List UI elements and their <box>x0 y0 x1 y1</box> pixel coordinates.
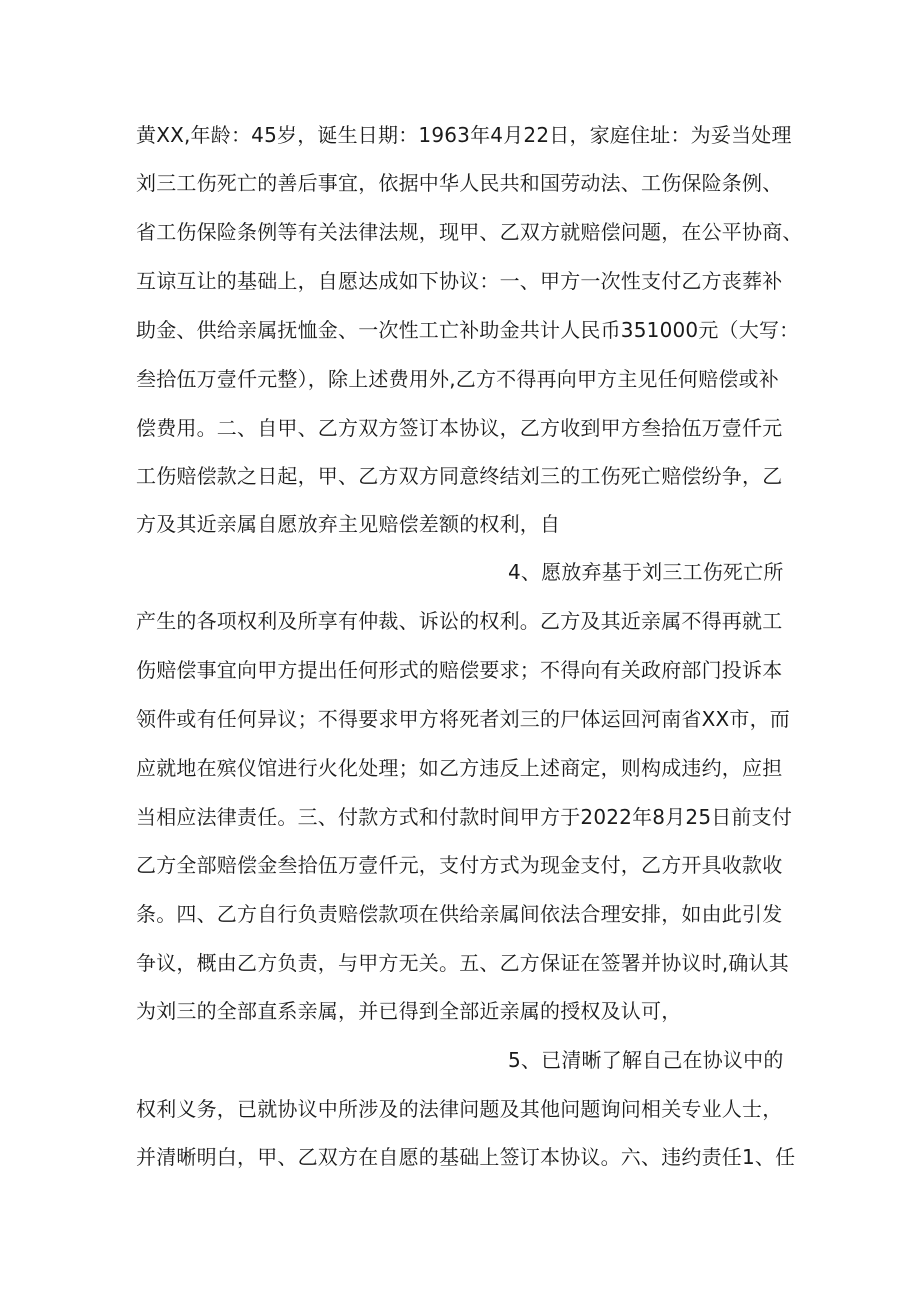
text-line: 领件或有任何异议；不得要求甲方将死者刘三的尸体运回河南省XX市，而 <box>136 707 791 731</box>
text-line: 并清晰明白，甲、乙双方在自愿的基础上签订本协议。六、违约责任1、任 <box>136 1145 796 1169</box>
text-line: 产生的各项权利及所享有仲裁、诉讼的权利。乙方及其近亲属不得再就工 <box>136 609 783 633</box>
text-line: 互谅互让的基础上，自愿达成如下协议：一、甲方一次性支付乙方丧葬补 <box>136 269 783 293</box>
item-5-heading: 5、已清晰了解自己在协议中的 <box>508 1048 784 1072</box>
text-line: 助金、供给亲属抚恤金、一次性工亡补助金共计人民币351000元（大写： <box>136 318 800 342</box>
text-line: 当相应法律责任。三、付款方式和付款时间甲方于2022年8月25日前支付 <box>136 805 793 829</box>
text-line: 叁拾伍万壹仟元整），除上述费用外,乙方不得再向甲方主见任何赔偿或补 <box>136 367 779 391</box>
text-line: 应就地在殡仪馆进行火化处理；如乙方违反上述商定，则构成违约，应担 <box>136 756 783 780</box>
text-line: 为刘三的全部直系亲属，并已得到全部近亲属的授权及认可， <box>136 999 682 1023</box>
text-line: 黄XX,年龄：45岁，诞生日期：1963年4月22日，家庭住址：为妥当处理 <box>136 123 792 147</box>
text-line: 省工伤保险条例等有关法律法规，现甲、乙双方就赔偿问题，在公平协商、 <box>136 220 803 244</box>
text-line: 方及其近亲属自愿放弃主见赔偿差额的权利，自 <box>136 512 561 536</box>
text-line: 乙方全部赔偿金叁拾伍万壹仟元，支付方式为现金支付，乙方开具收款收 <box>136 853 783 877</box>
text-line: 条。四、乙方自行负责赔偿款项在供给亲属间依法合理安排，如由此引发 <box>136 902 783 926</box>
text-line: 伤赔偿事宜向甲方提出任何形式的赔偿要求；不得向有关政府部门投诉本 <box>136 658 783 682</box>
text-line: 权利义务，已就协议中所涉及的法律问题及其他问题询问相关专业人士， <box>136 1097 783 1121</box>
text-line: 争议，概由乙方负责，与甲方无关。五、乙方保证在签署并协议时,确认其 <box>136 951 789 975</box>
text-line: 刘三工伤死亡的善后事宜，依据中华人民共和国劳动法、工伤保险条例、 <box>136 171 783 195</box>
text-line: 偿费用。二、自甲、乙方双方签订本协议，乙方收到甲方叁拾伍万壹仟元 <box>136 416 783 440</box>
item-4-heading: 4、愿放弃基于刘三工伤死亡所 <box>508 560 784 584</box>
text-line: 工伤赔偿款之日起，甲、乙方双方同意终结刘三的工伤死亡赔偿纷争，乙 <box>136 464 783 488</box>
